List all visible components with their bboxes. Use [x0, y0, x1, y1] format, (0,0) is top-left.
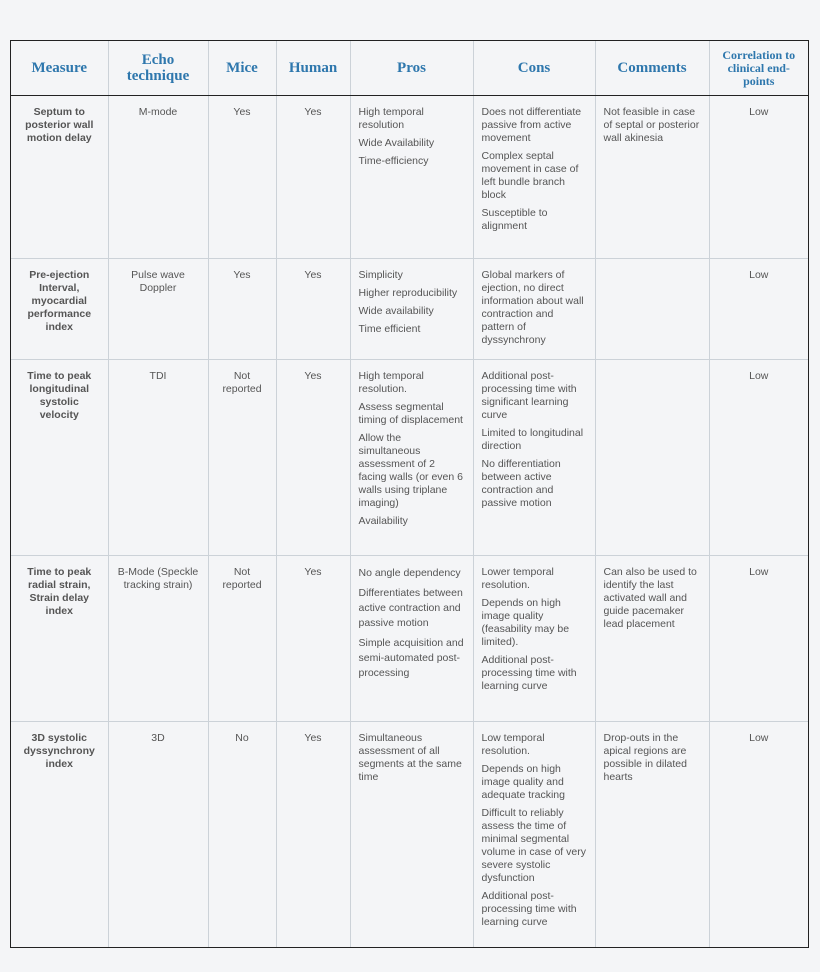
- header-pros: Pros: [350, 41, 473, 96]
- table-row: [11, 360, 808, 556]
- correlation-cell: Low: [709, 360, 808, 556]
- human-cell: Yes: [276, 556, 350, 722]
- pros-cell: [350, 360, 473, 556]
- measure-cell: Pre-ejection Interval, myocardial performance index: [11, 259, 108, 360]
- measure-cell: Septum to posterior wall motion delay: [11, 96, 108, 259]
- pros-item: No angle dependency: [358, 567, 461, 579]
- mice-cell: Yes: [208, 259, 276, 360]
- comments-cell: Drop-outs in the apical regions are possible in dilated hearts: [595, 722, 709, 948]
- pros-item: Simple acquisition and semi-automated post-processing: [358, 637, 464, 679]
- technique-cell: TDI: [108, 360, 208, 556]
- correlation-cell: Low: [709, 96, 808, 259]
- technique-cell: B-Mode (Speckle tracking strain): [108, 556, 208, 722]
- cons-cell: [473, 722, 595, 948]
- correlation-cell: Low: [709, 259, 808, 360]
- cons-item: Additional post-processing time with learning curve: [481, 654, 577, 692]
- human-cell: Yes: [276, 96, 350, 259]
- pros-item: Assess segmental timing of displacement: [358, 401, 463, 426]
- cons-item: No differentiation between active contraction and passive motion: [481, 458, 561, 509]
- table-row: [11, 556, 808, 722]
- header-echo-technique: Echo technique: [108, 41, 208, 96]
- pros-item: Allow the simultaneous assessment of 2 facing walls (or even 6 walls using triplane imaging): [358, 432, 463, 509]
- comparison-table-frame: [10, 40, 809, 948]
- header-correlation: Correlation to clinical end-points: [709, 41, 808, 96]
- technique-cell: 3D: [108, 722, 208, 948]
- cons-item: Does not differentiate passive from active movement: [481, 106, 582, 144]
- header-measure: Measure: [11, 41, 108, 96]
- cons-item: Complex septal movement in case of left bundle branch block: [481, 150, 579, 201]
- cons-cell: [473, 96, 595, 259]
- cons-item: Low temporal resolution.: [481, 732, 545, 757]
- pros-item: Differentiates between active contraction and passive motion: [358, 587, 463, 629]
- cons-item: Global markers of ejection, no direct information about wall contraction and pattern of dyssynchrony: [481, 269, 584, 346]
- cons-item: Depends on high image quality (feasability may be limited).: [481, 597, 570, 648]
- mice-cell: Yes: [208, 96, 276, 259]
- pros-cell: [350, 96, 473, 259]
- mice-cell: Not reported: [208, 360, 276, 556]
- echo-dyssynchrony-table: [11, 41, 808, 947]
- header-comments: Comments: [595, 41, 709, 96]
- comments-cell: [595, 259, 709, 360]
- technique-cell: Pulse wave Doppler: [108, 259, 208, 360]
- mice-cell: No: [208, 722, 276, 948]
- cons-item: Additional post-processing time with significant learning curve: [481, 370, 577, 421]
- comments-cell: [595, 360, 709, 556]
- human-cell: Yes: [276, 360, 350, 556]
- table-row: [11, 259, 808, 360]
- cons-item: Difficult to reliably assess the time of minimal segmental volume in case of very severe systolic dysfunction: [481, 807, 586, 884]
- pros-item: Higher reproducibility: [358, 287, 458, 299]
- cons-item: Depends on high image quality and adequate tracking: [481, 763, 565, 801]
- pros-item: Wide Availability: [358, 137, 435, 149]
- comments-cell: Not feasible in case of septal or posterior wall akinesia: [595, 96, 709, 259]
- table-row: [11, 96, 808, 259]
- pros-cell: [350, 259, 473, 360]
- correlation-cell: Low: [709, 556, 808, 722]
- pros-cell: [350, 722, 473, 948]
- pros-item: Time-efficiency: [358, 155, 429, 167]
- pros-item: Simultaneous assessment of all segments at the same time: [358, 732, 462, 783]
- pros-item: Simplicity: [358, 269, 403, 281]
- pros-cell: [350, 556, 473, 722]
- measure-cell: 3D systolic dyssynchrony index: [11, 722, 108, 948]
- cons-item: Lower temporal resolution.: [481, 566, 554, 591]
- correlation-cell: Low: [709, 722, 808, 948]
- cons-cell: [473, 556, 595, 722]
- human-cell: Yes: [276, 259, 350, 360]
- pros-item: Wide availability: [358, 305, 434, 317]
- measure-cell: Time to peak longitudinal systolic velocity: [11, 360, 108, 556]
- header-human: Human: [276, 41, 350, 96]
- cons-item: Susceptible to alignment: [481, 207, 548, 232]
- pros-item: High temporal resolution.: [358, 370, 424, 395]
- cons-cell: [473, 259, 595, 360]
- human-cell: Yes: [276, 722, 350, 948]
- table-row: [11, 722, 808, 948]
- header-cons: Cons: [473, 41, 595, 96]
- comments-cell: Can also be used to identify the last activated wall and guide pacemaker lead placement: [595, 556, 709, 722]
- pros-item: Availability: [358, 515, 408, 527]
- cons-item: Limited to longitudinal direction: [481, 427, 584, 452]
- technique-cell: M-mode: [108, 96, 208, 259]
- pros-item: Time efficient: [358, 323, 421, 335]
- measure-cell: Time to peak radial strain, Strain delay index: [11, 556, 108, 722]
- header-mice: Mice: [208, 41, 276, 96]
- cons-cell: [473, 360, 595, 556]
- cons-item: Additional post-processing time with learning curve: [481, 890, 577, 928]
- header-row: [11, 41, 808, 96]
- mice-cell: Not reported: [208, 556, 276, 722]
- pros-item: High temporal resolution: [358, 106, 424, 131]
